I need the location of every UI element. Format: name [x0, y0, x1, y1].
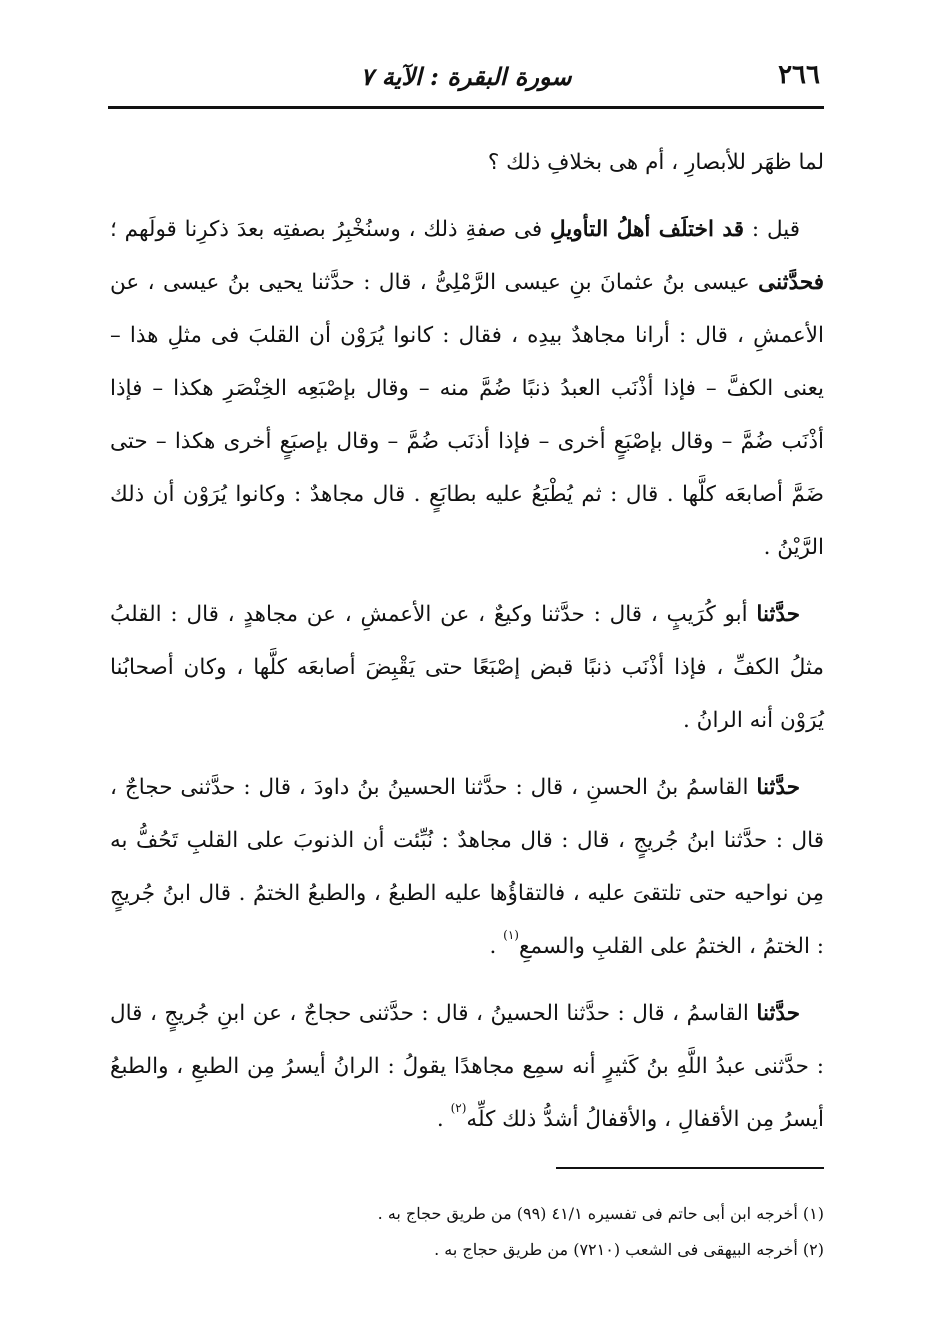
- footnotes: [110, 1196, 824, 1268]
- paragraph: [110, 588, 824, 747]
- page-header: [108, 56, 824, 100]
- paragraph: [110, 987, 824, 1146]
- footnote-marker: (١): [503, 928, 519, 942]
- main-text: [110, 136, 824, 1146]
- paragraph-text: أبو كُرَيبٍ ، قال : حدَّثنا وكيعٌ ، عن الأعمشِ ، عن مجاهدٍ ، قال : القلبُ مثلُ الكفِّ ، فإذا أذْنَب ذنبًا قبض إصْبَعًا حتى يَقْبِضَ أصابعَه كلَّها ، وكان أصحابُنا يُرَوْن أنه الرانُ .: [110, 602, 824, 733]
- paragraph-text: القاسمُ ، قال : حدَّثنا الحسينُ ، قال : حدَّثنى حجاجٌ ، عن ابنِ جُريجٍ ، قال : حدَّثنى عبدُ اللَّهِ بنُ كَثيرٍ أنه سمِع مجاهدًا يقولُ : الرانُ أيسرُ مِن الطبعِ ، والطبعُ أيسرُ مِن الأقفالِ ، والأقفالُ أشدُّ ذلك كلِّه: [110, 1001, 824, 1132]
- header-rule: [108, 106, 824, 109]
- paragraph-text: قيل :: [744, 217, 800, 242]
- paragraph-continuation: [110, 136, 824, 189]
- page-number: ٢٦٦: [778, 60, 820, 90]
- end-mark: .: [436, 1107, 451, 1132]
- paragraph-text: عيسى بنُ عثمانَ بنِ عيسى الرَّمْلِىُّ ، قال : حدَّثنا يحيى بنُ عيسى ، عن الأعمشِ ، قال : أرانا مجاهدٌ بيدِه ، فقال : كانوا يُرَوْن أن القلبَ فى مثلِ هذا – يعنى الكفَّ – فإذا أذْنَب العبدُ ذنبًا ضُمَّ منه – وقال بإصْبَعِه الخِنْصَرِ هكذا – فإذا أذْنَب ضُمَّ – وقال بإصْبَعٍ أخرى – فإذا أذنَب ضُمَّ – وقال بإصبَعٍ أخرى هكذا – حتى ضَمَّ أصابعَه كلَّها . قال : ثم يُطْبَعُ عليه بطابَعٍ . قال مجاهدٌ : وكانوا يُرَوْن أن ذلك الرَّيْنُ .: [110, 270, 824, 560]
- paragraph: [110, 761, 824, 973]
- footnote-marker: (٢): [450, 1101, 467, 1115]
- bold-phrase: حدَّثنا: [756, 775, 800, 800]
- running-title: سورة البقرة : الآية ٧: [360, 62, 572, 91]
- paragraph-text: فى صفةِ ذلك ، وسنُخْبِرُ بصفتِه بعدَ ذكرِنا قولَهم ؛: [110, 217, 550, 242]
- bold-phrase: حدَّثنا: [756, 1001, 800, 1026]
- bold-phrase: قد اختلَف أهلُ التأويلِ: [550, 217, 744, 242]
- footnote-rule: [556, 1167, 824, 1169]
- footnote: (١) أخرجه ابن أبى حاتم فى تفسيره ٤١/١ (٩٩) من طريق حجاج به .: [377, 1204, 824, 1223]
- bold-phrase: حدَّثنا: [756, 602, 800, 627]
- paragraph-text: القاسمُ بنُ الحسنِ ، قال : حدَّثنا الحسينُ بنُ داودَ ، قال : حدَّثنى حجاجٌ ، قال : حدَّثنا ابنُ جُريجٍ ، قال : قال مجاهدٌ : نُبِّئت أن الذنوبَ على القلبِ تَحُفُّ به مِن نواحيه حتى تلتقىَ عليه ، فالتقاؤُها عليه الطبعُ ، والطبعُ الختمُ . قال ابنُ جُريجٍ : الختمُ ، الختمُ على القلبِ والسمعِ: [110, 775, 824, 959]
- paragraph-text: لما ظهَر للأبصارِ ، أم هى بخلافِ ذلك ؟: [487, 150, 824, 175]
- end-mark: .: [489, 934, 504, 959]
- footnote: (٢) أخرجه البيهقى فى الشعب (٧٢١٠) من طريق حجاج به .: [434, 1240, 824, 1259]
- paragraph: [110, 203, 824, 574]
- bold-phrase: فحدَّثنى: [758, 270, 824, 295]
